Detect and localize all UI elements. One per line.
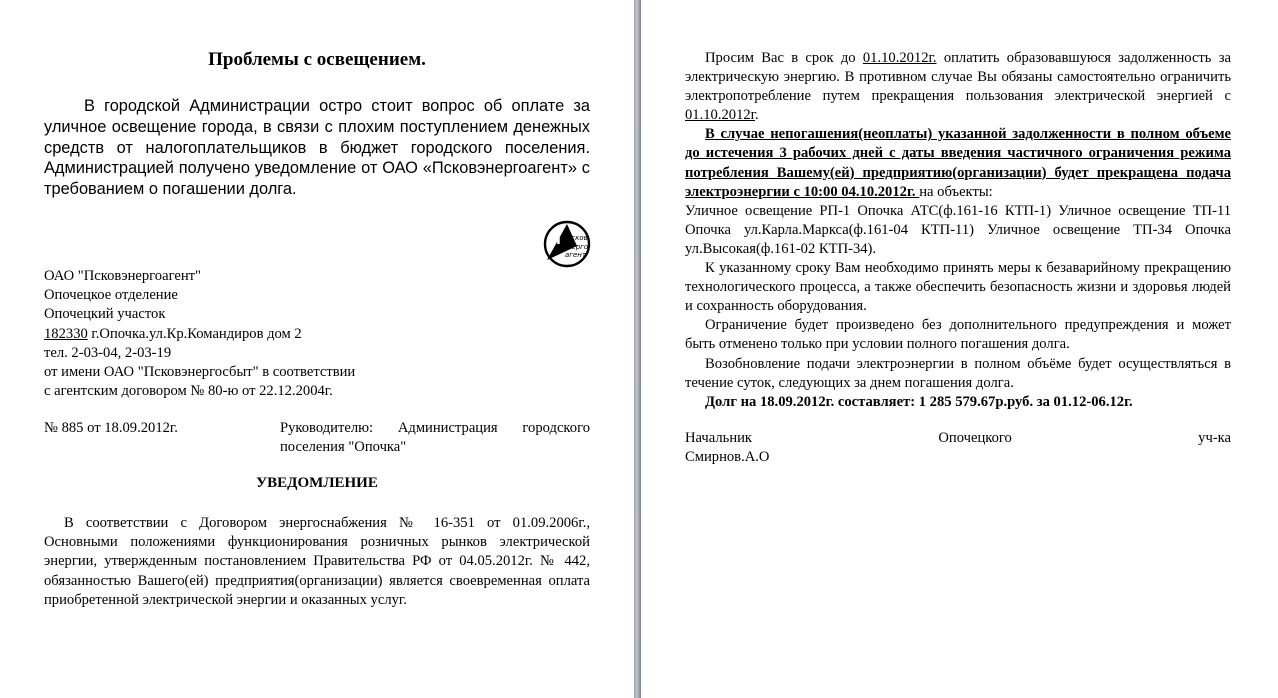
sender-org: ОАО "Псковэнергоагент" [44, 268, 201, 284]
svg-text:энерго: энерго [563, 243, 589, 251]
payment-request-end: . [755, 107, 759, 124]
safety-measures: К указанному сроку Вам необходимо принять меры к безаварийному прекращению технологического процесса, а также обеспечить безопасность жизни и здоровья людей и сохранность оборудования. [685, 260, 1231, 315]
sender-division: Опочецкое отделение [44, 287, 178, 304]
right-page [641, 0, 1278, 698]
debt-amount: Долг на 18.09.2012г. составляет: 1 285 579.67р.руб. за 01.12-06.12г. [705, 393, 1133, 410]
deadline-date: 01.10.2012г. [862, 50, 937, 66]
disconnection-warning-rest: на объекты: [919, 183, 993, 200]
signature-position-1: Начальник [685, 430, 753, 446]
sender-phone: тел. 2-03-04, 2-03-19 [44, 344, 172, 361]
signature-position-2: Опочецкого [938, 430, 1012, 446]
objects-list: Уличное освещение РП-1 Опочка АТС(ф.161-16 КТП-1) Уличное освещение ТП-11 Опочка ул.Карла.Маркса(ф.161-04 КТП-11) Уличное освещение ТП-34 Опочка ул.Высокая(ф.161-02 КТП-34). [685, 202, 1231, 257]
payment-request-middle: оплатить образовавшуюся задолженность за электрическую энергию. В противном случае Вы обязаны самостоятельно ограничить электропотребление путем прекращения пользования электрической энергией с [685, 50, 1231, 105]
sender-section: Опочецкий участок [44, 306, 166, 323]
page-divider [634, 0, 641, 698]
notice-body [44, 514, 590, 610]
sender-on-behalf: от имени ОАО "Псковэнергосбыт" в соответствии [44, 364, 356, 381]
company-logo-icon [543, 220, 591, 268]
limit-date: 01.10.2012г [685, 107, 756, 124]
ref-number: № 885 от 18.09.2012г. [44, 420, 178, 436]
notice-body-text: В соответствии с Договором энергоснабжения № 16-351 от 01.09.2006г., Основными положениями функционирования розничных рынков электрической энергии, утвержденным постановлением Правительства РФ от 04.05.2012г. № 442, обязанностью Вашего(ей) предприятия(организации) является своевременная оплата приобретенной электрической энергии и оказанных услуг. [44, 515, 590, 608]
signature-position [685, 429, 1231, 448]
article-title: Проблемы с освещением. [208, 49, 426, 70]
svg-text:Псков: Псков [566, 234, 588, 242]
svg-text:П: П [550, 233, 561, 248]
disconnection-warning-bold: В случае непогашения(неоплаты) указанной задолженности в полном объеме до истечения 3 рабочих дней с даты введения частичного ограничения режима потребления Вашему(ей) предприятию(организации) будет прекращена подача электроэнергии с 10:00 04.10.2012г. [685, 126, 1231, 200]
intro-text: В городской Администрации остро стоит вопрос об оплате за уличное освещение города, в связи с плохим поступлением денежных средств от налогоплательщиков в бюджет городского поселения. Администрацией получено уведомление от ОАО «Псковэнергоагент» с требованием о погашении долга. [44, 97, 590, 199]
notice-title: УВЕДОМЛЕНИЕ [256, 475, 378, 491]
signature-block [685, 429, 1231, 467]
signature-name: Смирнов.А.О [685, 449, 770, 466]
sender-address-rest: г.Опочка.ул.Кр.Командиров дом 2 [87, 325, 302, 342]
svg-text:агент: агент [565, 251, 586, 259]
limitation-note: Ограничение будет произведено без дополнительного предупреждения и может быть отменено только при условии полного погашения долга. [685, 317, 1231, 353]
disconnection-warning [685, 125, 1231, 201]
left-page [0, 0, 634, 698]
reference-line [44, 419, 590, 457]
notice-continuation [685, 49, 1231, 412]
sender-block [44, 267, 604, 401]
payment-request-text: Просим Вас в срок до [705, 50, 863, 66]
payment-request [685, 49, 1231, 125]
intro-paragraph [44, 96, 590, 200]
sender-address [44, 325, 604, 344]
addressee: Руководителю: Администрация городского поселения "Опочка" [280, 420, 590, 456]
signature-position-3: уч-ка [1198, 430, 1231, 446]
resumption-note: Возобновление подачи электроэнергии в полном объёме будет осуществляться в течение суток, следующих за днем погашения долга. [685, 355, 1231, 391]
sender-contract: с агентским договором № 80-ю от 22.12.2004г. [44, 383, 333, 400]
sender-postcode: 182330 [44, 325, 88, 342]
